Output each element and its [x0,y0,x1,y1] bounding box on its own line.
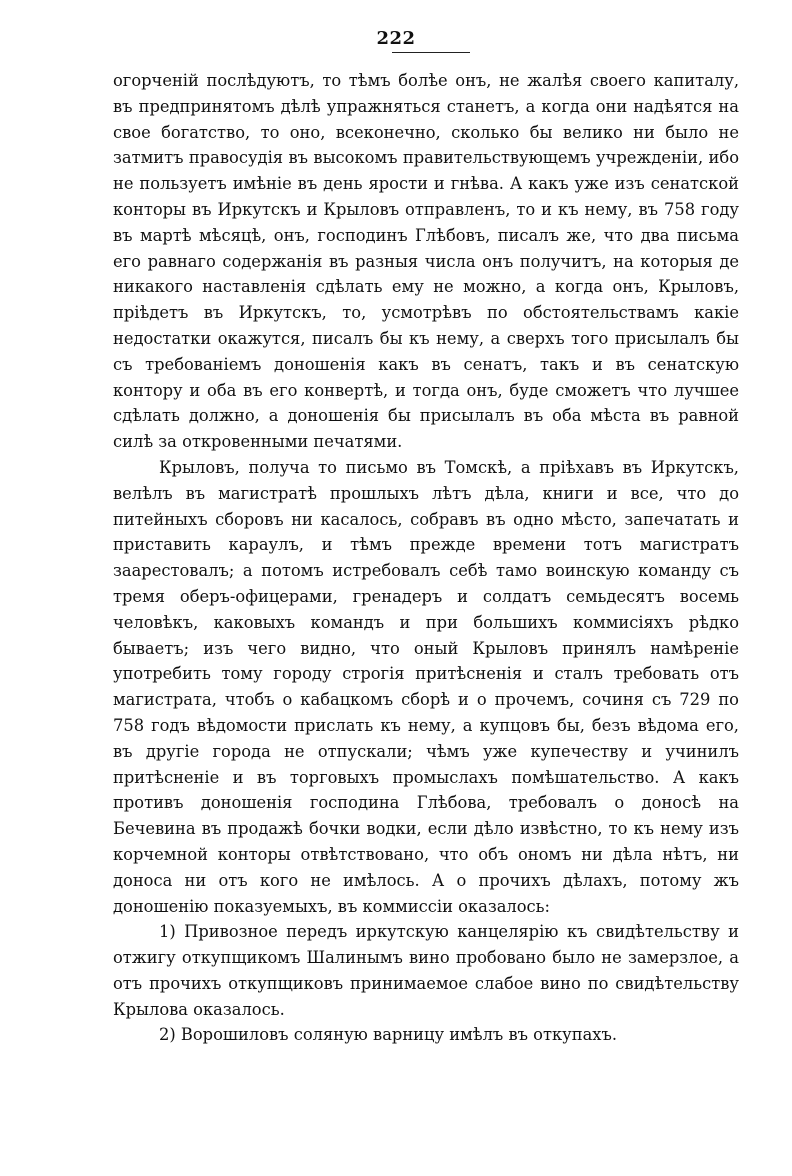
list-item-2: 2) Ворошиловъ соляную варницу имѣлъ въ откупахъ. [159,1025,617,1045]
page-number: 222 [376,28,416,49]
page-body [113,68,739,1048]
paragraph-krylov: Крыловъ, получа то письмо въ Томскѣ, а пріѣхавъ въ Иркутскъ, велѣлъ въ магистратѣ прошлыхъ лѣтъ дѣла, книги и все, что до питейныхъ сборовъ ни касалось, собравъ въ одно мѣсто, запечатать и приставить караулъ, и тѣмъ прежде времени тотъ магистратъ заарестовалъ; а потомъ истребовалъ себѣ тамо воинскую команду съ тремя оберъ-офицерами, гренадеръ и солдатъ семьдесятъ восемь человѣкъ, каковыхъ командъ и при большихъ коммисіяхъ рѣдко бываетъ; изъ чего видно, что оный Крыловъ принялъ намѣреніе употребить тому городу строгія притѣсненія и сталъ требовать отъ магистрата, чтобъ о кабацкомъ сборѣ и о прочемъ, сочиня съ 729 по 758 годъ вѣдомости прислать къ нему, а купцовъ бы, безъ вѣдома его, въ другіе города не отпускали; чѣмъ уже купечеству и учинилъ притѣсненіе и въ торговыхъ промыслахъ помѣшательство. А какъ противъ доношенія господина Глѣбова, требовалъ о доносѣ на Бечевина въ продажѣ бочки водки, если дѣло извѣстно, то къ нему изъ корчемной конторы отвѣтствовано, что объ ономъ ни дѣла нѣтъ, ни доноса ни отъ кого не имѣлось. А о прочихъ дѣлахъ, потому жъ доношенію показуемыхъ, въ коммиссіи оказалось: [113,457,739,916]
paragraph-continuation: огорченій послѣдуютъ, то тѣмъ болѣе онъ, не жалѣя своего капиталу, въ предпринятомъ дѣлѣ упражняться станетъ, а когда они надѣятся на свое богатство, то оно, всеконечно, сколько бы велико ни было не затмитъ правосудія въ высокомъ правительствующемъ учрежденіи, ибо не пользуетъ имѣніе въ день ярости и гнѣва. А какъ уже изъ сенатской конторы въ Иркутскъ и Крыловъ отправленъ, то и къ нему, въ 758 году въ мартѣ мѣсяцѣ, онъ, господинъ Глѣбовъ, писалъ же, что два письма его равнаго содержанія въ разныя числа онъ получитъ, на которыя де никакого наставленія сдѣлать ему не можно, а когда онъ, Крыловъ, пріѣдетъ въ Иркутскъ, то, усмотрѣвъ по обстоятельствамъ какіе недостатки окажутся, писалъ бы къ нему, а сверхъ того присылалъ бы съ требованіемъ доношенія какъ въ сенатъ, такъ и въ сенатскую контору и оба въ его конвертѣ, и тогда онъ, буде сможетъ что лучшее сдѣлать должно, а доношенія бы присылалъ въ оба мѣста въ равной силѣ за откровенными печатями. [113,71,739,452]
header-rule [392,52,470,53]
list-item-1: 1) Привозное передъ иркутскую канцелярію къ свидѣтельству и отжигу откупщикомъ Шалинымъ вино пробовано было не замерзлое, а отъ прочихъ откупщиковъ принимаемое слабое вино по свидѣтельству Крылова оказалось. [113,922,739,1019]
